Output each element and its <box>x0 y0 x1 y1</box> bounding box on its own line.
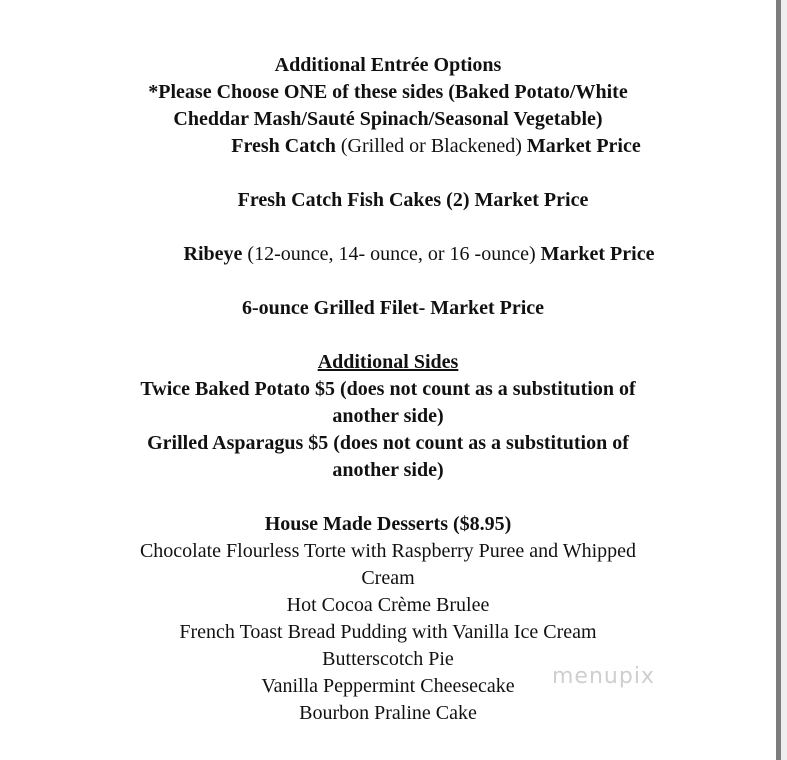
sides-note-line1: *Please Choose ONE of these sides (Baked Potato/White <box>148 81 628 103</box>
dessert-butterscotch-pie: Butterscotch Pie <box>322 648 454 670</box>
dessert-torte-line2: Cream <box>361 567 415 589</box>
entree-detail: (Grilled or Blackened) <box>335 135 527 157</box>
dessert-cheesecake: Vanilla Peppermint Cheesecake <box>261 675 515 697</box>
side-potato-line2: another side) <box>332 405 444 427</box>
sides-heading: Additional Sides <box>317 351 459 373</box>
dessert-torte-line1: Chocolate Flourless Torte with Raspberry Puree and Whipped <box>139 540 637 562</box>
entree-name: Fresh Catch <box>231 135 336 157</box>
entree-detail: (12-ounce, 14- ounce, or 16 -ounce) <box>242 243 541 265</box>
side-asparagus-line2: another side) <box>332 459 444 481</box>
side-potato-line1: Twice Baked Potato $5 (does not count as a substitution of <box>140 378 636 400</box>
entree-price: Market Price <box>540 243 655 265</box>
sides-note-line2: Cheddar Mash/Sauté Spinach/Seasonal Vegetable) <box>173 108 603 130</box>
entree-price: Market Price <box>526 135 641 157</box>
dessert-bread-pudding: French Toast Bread Pudding with Vanilla Ice Cream <box>179 621 597 643</box>
entree-ribeye <box>0 241 776 267</box>
dessert-praline-cake: Bourbon Praline Cake <box>299 702 477 724</box>
desserts-heading: House Made Desserts ($8.95) <box>264 513 512 535</box>
page-edge-shadow <box>781 0 787 760</box>
entree-name: Ribeye <box>183 243 243 265</box>
entree-heading: Additional Entrée Options <box>274 54 502 76</box>
side-asparagus-line1: Grilled Asparagus $5 (does not count as a substitution of <box>147 432 629 454</box>
entree-filet: 6-ounce Grilled Filet- Market Price <box>241 297 545 319</box>
dessert-creme-brulee: Hot Cocoa Crème Brulee <box>286 594 490 616</box>
menupix-watermark: menupix <box>552 664 655 689</box>
entree-fish-cakes: Fresh Catch Fish Cakes (2) Market Price <box>237 189 589 211</box>
entree-fresh-catch <box>0 133 776 159</box>
